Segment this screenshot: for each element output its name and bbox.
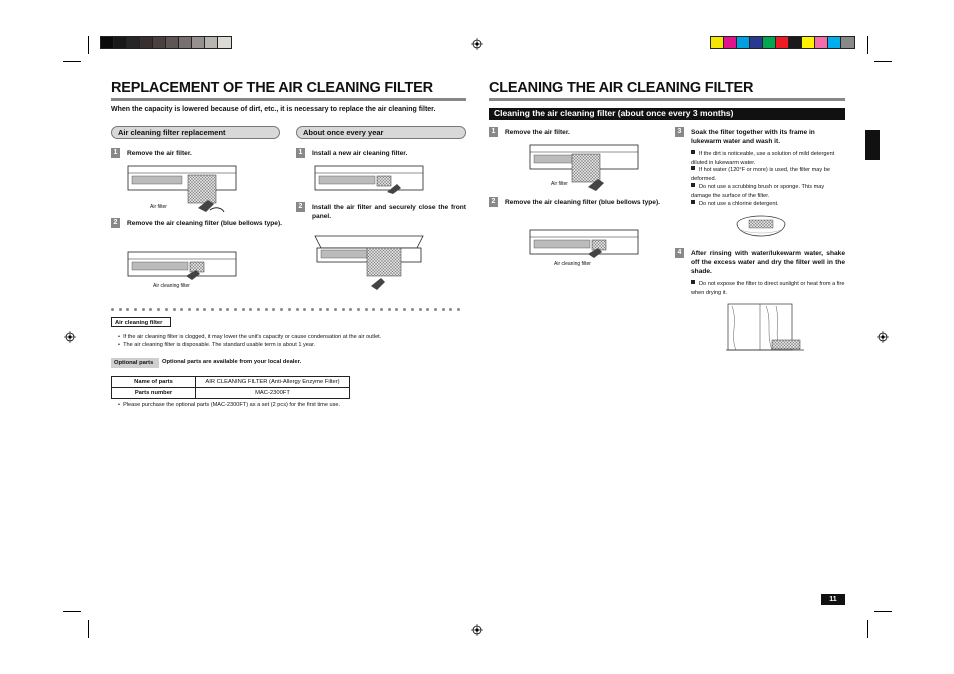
optional-parts-table [111,376,350,399]
right-section-title: CLEANING THE AIR CLEANING FILTER [489,80,754,96]
table-row [112,377,350,388]
step-number-badge: 1 [489,127,498,137]
step-text: Install the air filter and securely close the front panel. [312,204,466,220]
divider-dot [173,308,176,311]
step-number-badge: 2 [111,218,120,228]
bullet-text: If the dirt is noticeable, use a solution of mild detergent diluted in lukewarm water. [691,151,835,166]
square-bullet-icon [691,166,695,170]
left-intro-text: When the capacity is lowered because of dirt, etc., it is necessary to replace the air cleaning filter. [111,106,436,113]
registration-mark-left-icon [64,331,76,343]
divider-dot [426,308,429,311]
divider-dot [334,308,337,311]
grayscale-swatch [179,37,192,48]
process-color-bar [710,36,855,49]
divider-dot [296,308,299,311]
language-side-tab [865,130,880,160]
step3-bullet [691,200,845,209]
table-cell-value: MAC-2300FT [196,388,350,399]
install-air-filter-illustration [313,234,425,290]
grayscale-swatch [140,37,153,48]
step-number-badge: 2 [489,197,498,207]
divider-dot [119,308,122,311]
divider-dot [165,308,168,311]
process-color-swatch [711,37,724,48]
process-color-swatch [763,37,776,48]
yearly-subheader: About once every year [296,126,466,139]
divider-dot [196,308,199,311]
grayscale-swatch [101,37,114,48]
crop-mark-bl-h [63,611,81,612]
step-number-badge: 1 [296,148,305,158]
process-color-swatch [841,37,854,48]
step-text: Remove the air filter. [127,150,192,157]
replacement-subheader: Air cleaning filter replacement [111,126,280,139]
table-cell-head: Parts number [112,388,196,399]
divider-dot [311,308,314,311]
air-cleaning-filter-caption: Air cleaning filter [554,261,591,267]
step-text: Install a new air cleaning filter. [312,150,408,157]
divider-dot [157,308,160,311]
note-bullet-text: If the air cleaning filter is clogged, it may lower the unit's capacity or cause condensation at the air outlet. [123,334,382,340]
air-cleaning-filter-note-label: Air cleaning filter [111,317,171,327]
step-number-badge: 1 [111,148,120,158]
left-title-rule [111,98,466,101]
step3-bullet [691,183,845,200]
grayscale-swatch [218,37,231,48]
process-color-swatch [737,37,750,48]
divider-dot [234,308,237,311]
step-text: Remove the air cleaning filter (blue bellows type). [505,199,660,206]
bullet-text: Do not expose the filter to direct sunlight or heat from a fire when drying it. [691,281,845,296]
process-color-swatch [828,37,841,48]
divider-dot [111,308,114,311]
grayscale-color-bar [100,36,232,49]
square-bullet-icon [691,150,695,154]
grayscale-swatch [114,37,127,48]
step-text: Remove the air filter. [505,129,570,136]
divider-dot [219,308,222,311]
note-bullet-text: The air cleaning filter is disposable. The standard usable term is about 1 year. [123,342,316,348]
table-cell-head: Name of parts [112,377,196,388]
registration-mark-top-icon [471,38,483,50]
divider-dot [211,308,214,311]
divider-dot [357,308,360,311]
note-bullet: • The air cleaning filter is disposable. The standard usable term is about 1 year. [118,342,316,348]
divider-dot [303,308,306,311]
step-number-badge: 3 [675,127,684,137]
grayscale-swatch [192,37,205,48]
step-number-badge: 2 [296,202,305,212]
crop-mark-tr-v [867,36,868,54]
bullet-text: Do not use a chlorine detergent. [699,201,779,207]
divider-dot [449,308,452,311]
step-text: Remove the air cleaning filter (blue bellows type). [127,220,282,227]
crop-mark-tr-h [874,61,892,62]
square-bullet-icon [691,183,695,187]
left-section-title: REPLACEMENT OF THE AIR CLEANING FILTER [111,80,433,96]
crop-mark-tl-h [63,61,81,62]
washing-basin-illustration [733,210,789,250]
grayscale-swatch [127,37,140,48]
optional-footnote: • Please purchase the optional parts (MAC-2300FT) as a set (2 pcs) for the first time use. [118,402,341,408]
divider-dot [349,308,352,311]
footnote-text: Please purchase the optional parts (MAC-2300FT) as a set (2 pcs) for the first time use. [123,402,341,408]
right-title-rule [489,98,845,101]
divider-dot [149,308,152,311]
step4-bullet [691,280,845,297]
air-filter-caption: Air filter [551,181,568,187]
divider-dot [342,308,345,311]
divider-dot [395,308,398,311]
divider-dot [265,308,268,311]
optional-parts-text: Optional parts are available from your local dealer. [162,359,302,365]
divider-dot [288,308,291,311]
step-number-badge: 4 [675,248,684,258]
table-row [112,388,350,399]
divider-dot [319,308,322,311]
divider-dot [142,308,145,311]
divider-dot [188,308,191,311]
crop-mark-br-v [867,620,868,638]
remove-air-filter-illustration-right [528,143,640,195]
process-color-swatch [776,37,789,48]
air-filter-caption: Air filter [150,204,167,210]
process-color-swatch [789,37,802,48]
divider-dot [411,308,414,311]
divider-dot [380,308,383,311]
step-text: After rinsing with water/lukewarm water, shake off the excess water and dry the filter well in the shade. [691,250,845,275]
registration-mark-bottom-icon [471,624,483,636]
install-cleaning-filter-illustration [313,164,425,194]
divider-dot [372,308,375,311]
process-color-swatch [815,37,828,48]
grayscale-swatch [205,37,218,48]
air-cleaning-filter-caption: Air cleaning filter [153,283,190,289]
section-divider-dots [111,308,460,311]
drying-in-shade-illustration [726,302,804,358]
divider-dot [326,308,329,311]
step-text: Soak the filter together with its frame in lukewarm water and wash it. [691,129,815,145]
divider-dot [257,308,260,311]
divider-dot [126,308,129,311]
square-bullet-icon [691,200,695,204]
square-bullet-icon [691,280,695,284]
divider-dot [365,308,368,311]
table-cell-value: AIR CLEANING FILTER (Anti-Allergy Enzyme Filter) [196,377,350,388]
remove-cleaning-filter-illustration [126,250,238,282]
bullet-text: Do not use a scrubbing brush or sponge. This may damage the surface of the filter. [691,184,825,199]
divider-dot [280,308,283,311]
divider-dot [457,308,460,311]
bullet-text: If hot water (120°F or more) is used, the filter may be deformed. [691,167,830,182]
divider-dot [226,308,229,311]
process-color-swatch [750,37,763,48]
registration-mark-right-icon [877,331,889,343]
grayscale-swatch [166,37,179,48]
crop-mark-tl-v [88,36,89,54]
divider-dot [180,308,183,311]
remove-air-filter-illustration [126,164,238,216]
process-color-swatch [802,37,815,48]
grayscale-swatch [153,37,166,48]
optional-parts-label: Optional parts [111,358,159,368]
divider-dot [272,308,275,311]
crop-mark-bl-v [88,620,89,638]
remove-cleaning-filter-illustration-right [528,228,640,260]
cleaning-schedule-bar: Cleaning the air cleaning filter (about once every 3 months) [489,108,845,120]
divider-dot [403,308,406,311]
page-number: 11 [821,594,845,605]
step3-bullet [691,150,845,167]
divider-dot [434,308,437,311]
crop-mark-br-h [874,611,892,612]
divider-dot [134,308,137,311]
note-bullet: • If the air cleaning filter is clogged, it may lower the unit's capacity or cause condensation at the air outlet. [118,334,382,340]
divider-dot [388,308,391,311]
divider-dot [203,308,206,311]
step3-bullet [691,166,845,183]
divider-dot [242,308,245,311]
process-color-swatch [724,37,737,48]
divider-dot [249,308,252,311]
divider-dot [442,308,445,311]
divider-dot [419,308,422,311]
